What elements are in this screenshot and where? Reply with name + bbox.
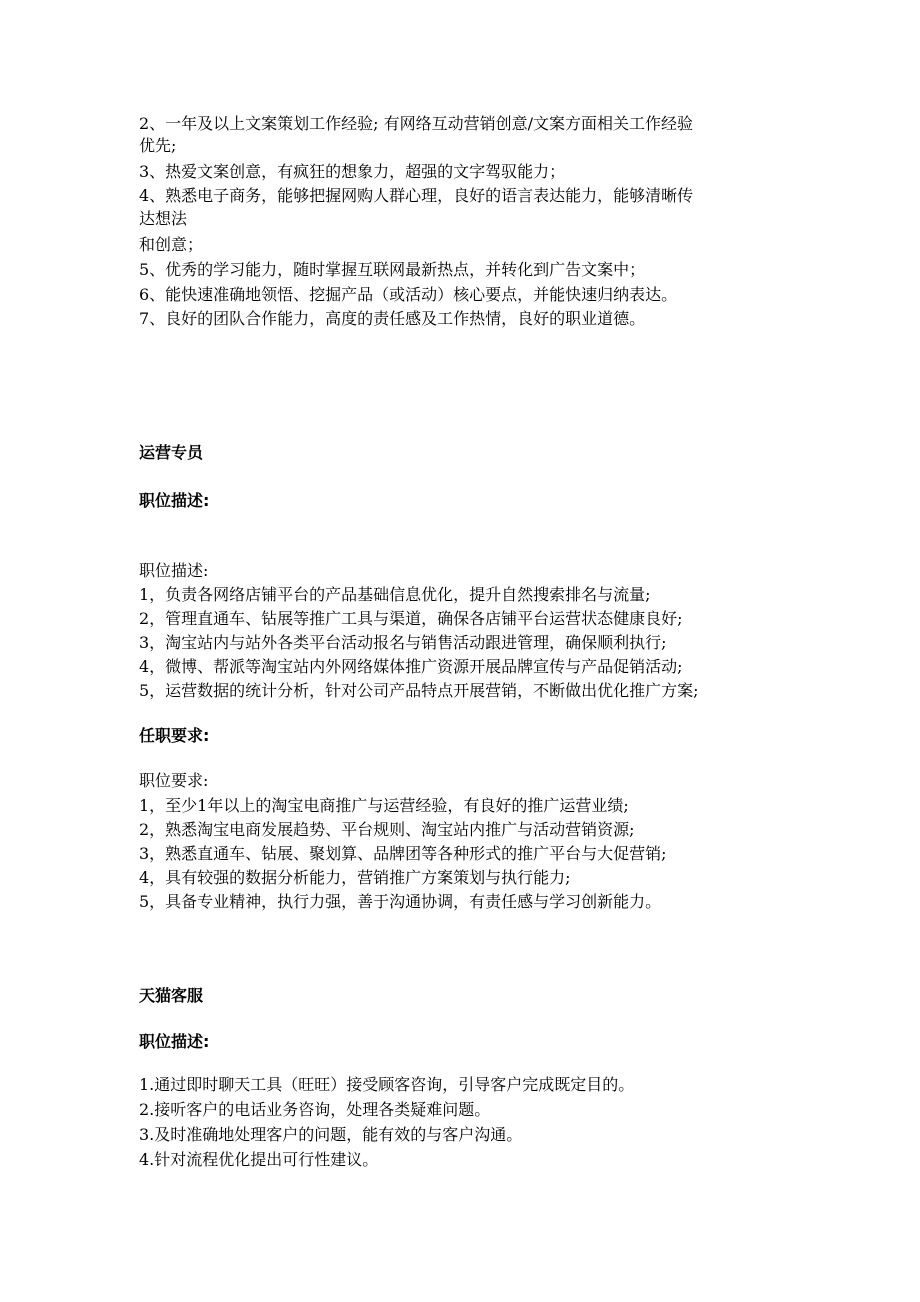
- requirement-line: 5、优秀的学习能力，随时掌握互联网最新热点，并转化到广告文案中；: [139, 260, 646, 279]
- requirement-line: 职位要求:: [139, 771, 209, 790]
- job-description-heading: 职位描述:: [139, 1032, 210, 1051]
- description-line: 2，管理直通车、钻展等推广工具与渠道，确保各店铺平台运营状态健康良好;: [139, 609, 683, 628]
- requirement-line: 4，具有较强的数据分析能力，营销推广方案策划与执行能力;: [139, 868, 571, 887]
- requirement-line: 优先;: [139, 136, 177, 155]
- requirement-line: 1，至少1年以上的淘宝电商推广与运营经验，有良好的推广运营业绩;: [139, 796, 629, 815]
- requirement-line: 3、热爱文案创意，有疯狂的想象力，超强的文字驾驭能力；: [139, 162, 566, 181]
- requirement-line: 4、熟悉电子商务，能够把握网购人群心理，良好的语言表达能力，能够清晰传: [139, 186, 694, 205]
- description-line: 1.通过即时聊天工具（旺旺）接受顾客咨询，引导客户完成既定目的。: [139, 1075, 635, 1094]
- requirement-line: 5，具备专业精神，执行力强，善于沟通协调，有责任感与学习创新能力。: [139, 892, 662, 911]
- description-line: 4.针对流程优化提出可行性建议。: [139, 1150, 379, 1169]
- description-line: 1，负责各网络店铺平台的产品基础信息优化，提升自然搜索排名与流量;: [139, 585, 651, 604]
- description-line: 职位描述:: [139, 561, 209, 580]
- requirement-line: 3，熟悉直通车、钻展、聚划算、品牌团等各种形式的推广平台与大促营销;: [139, 844, 667, 863]
- job-requirements-heading: 任职要求:: [139, 726, 210, 745]
- job-title: 天猫客服: [139, 986, 204, 1005]
- description-line: 3.及时准确地处理客户的问题，能有效的与客户沟通。: [139, 1125, 523, 1144]
- job-title: 运营专员: [139, 443, 204, 462]
- description-line: 3，淘宝站内与站外各类平台活动报名与销售活动跟进管理，确保顺利执行;: [139, 633, 667, 652]
- requirement-line: 2，熟悉淘宝电商发展趋势、平台规则、淘宝站内推广与活动营销资源;: [139, 820, 635, 839]
- description-line: 4，微博、帮派等淘宝站内外网络媒体推广资源开展品牌宣传与产品促销活动;: [139, 657, 683, 676]
- requirement-line: 7、良好的团队合作能力，高度的责任感及工作热情，良好的职业道德。: [139, 309, 646, 328]
- requirement-line: 6、能快速准确地领悟、挖掘产品（或活动）核心要点，并能快速归纳表达。: [139, 285, 678, 304]
- requirement-line: 和创意；: [139, 235, 204, 254]
- job-description-heading: 职位描述:: [139, 491, 210, 510]
- requirement-line: 2、一年及以上文案策划工作经验; 有网络互动营销创意/文案方面相关工作经验: [139, 114, 694, 133]
- description-line: 5，运营数据的统计分析，针对公司产品特点开展营销，不断做出优化推广方案;: [139, 681, 699, 700]
- requirement-line: 达想法: [139, 209, 188, 228]
- description-line: 2.接听客户的电话业务咨询，处理各类疑难问题。: [139, 1100, 491, 1119]
